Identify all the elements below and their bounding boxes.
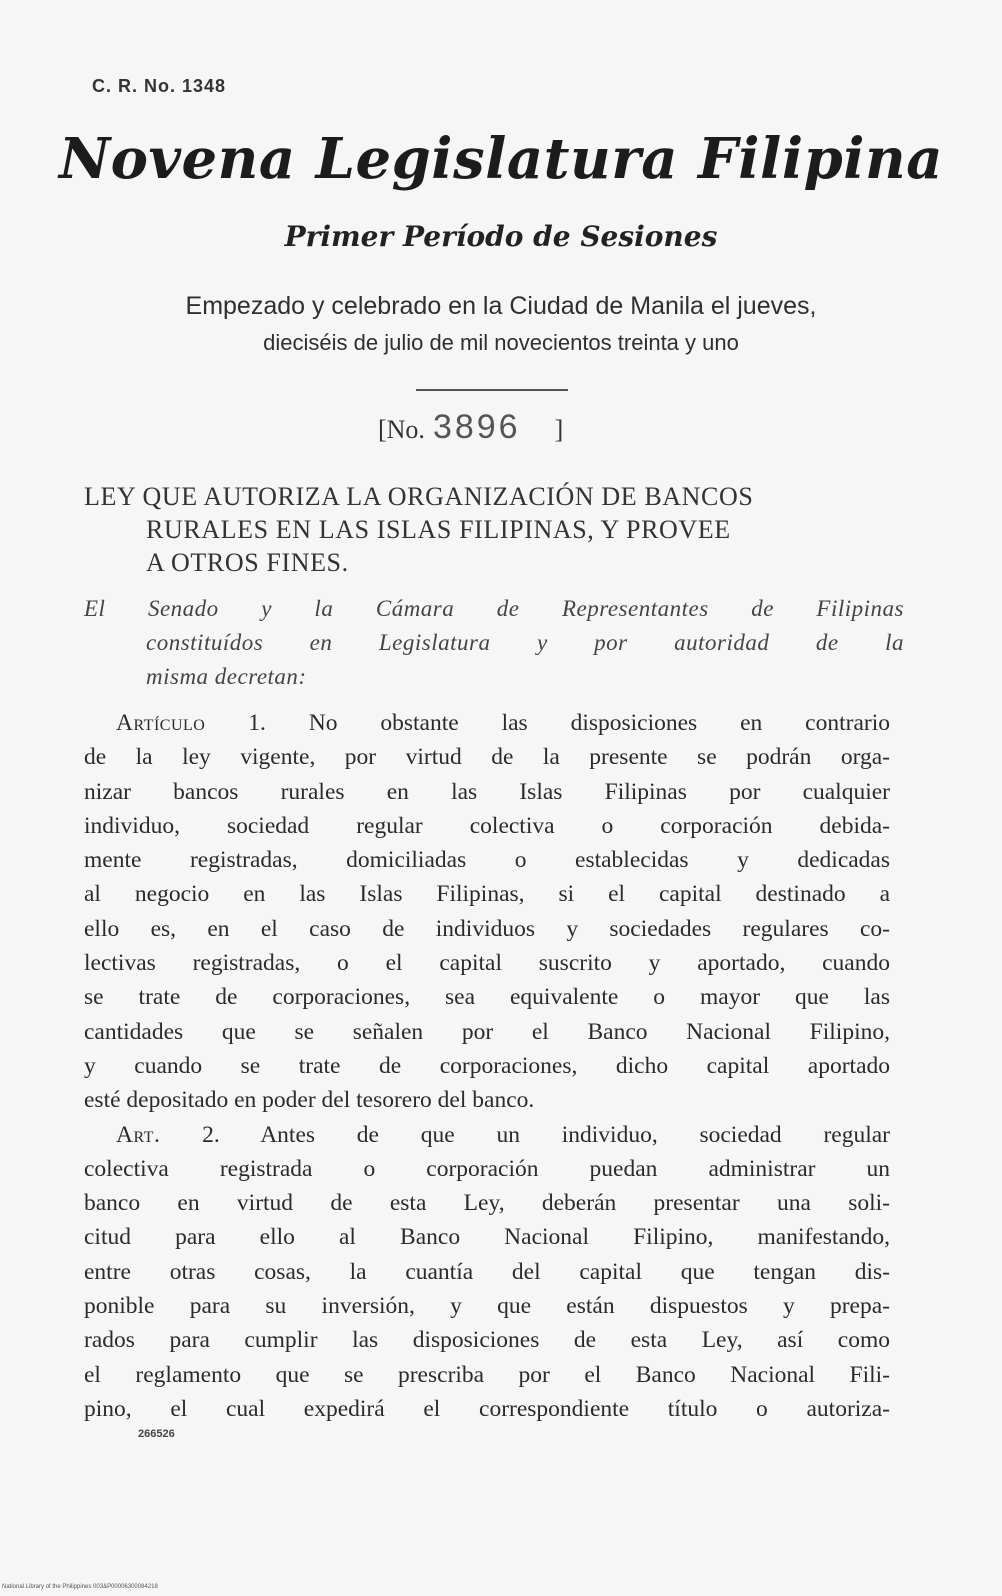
article-2-heading: Art. (116, 1121, 161, 1148)
article-1-line: lectivas registradas, o el capital suscrito y aportado, cuando (84, 950, 890, 977)
article-2-line: rados para cumplir las disposiciones de esta Ley, así como (84, 1327, 890, 1354)
law-title (84, 480, 904, 579)
article-2-line: pino, el cual expedirá el correspondiente título o autoriza- (84, 1395, 890, 1422)
article-2-line: entre otras cosas, la cuantía del capital que tengan dis- (84, 1258, 890, 1285)
law-title-line: A OTROS FINES. (146, 548, 349, 577)
article-1-line: esté depositado en poder del tesorero del banco. (84, 1087, 535, 1114)
cr-number: C. R. No. 1348 (92, 76, 227, 96)
act-number-close: ] (554, 415, 564, 444)
article-1-line: y cuando se trate de corporaciones, dicho capital aportado (84, 1052, 890, 1079)
act-number-value: 3896 (432, 408, 521, 446)
law-title-line: RURALES EN LAS ISLAS FILIPINAS, Y PROVEE (146, 515, 731, 544)
article-2-line: citud para ello al Banco Nacional Filipino, manifestando, (84, 1224, 890, 1251)
article-1-line (84, 706, 890, 740)
article-1-line: se trate de corporaciones, sea equivalente o mayor que las (84, 984, 890, 1011)
article-1-line: ello es, en el caso de individuos y sociedades regulares co- (84, 915, 890, 942)
session-description-line-2: dieciséis de julio de mil novecientos treinta y uno (263, 330, 739, 355)
enacting-clause-line: constituídos en Legislatura y por autoridad de la (146, 630, 904, 655)
enacting-clause-line: El Senado y la Cámara de Representantes de Filipinas (84, 596, 904, 621)
law-title-line: LEY QUE AUTORIZA LA ORGANIZACIÓN DE BANCOS (84, 482, 754, 511)
article-2-line: el reglamento que se prescriba por el Banco Nacional Fili- (84, 1361, 890, 1388)
enacting-clause (84, 592, 904, 694)
session-title: Primer Período de Sesiones (284, 220, 718, 253)
article-2-line: ponible para su inversión, y que están dispuestos y prepa- (84, 1293, 890, 1320)
act-number (378, 408, 563, 447)
article-1-line: mente registradas, domiciliadas o establecidas y dedicadas (84, 847, 890, 874)
article-1-heading: Artículo (116, 710, 206, 736)
article-2-line: banco en virtud de esta Ley, deberán presentar una soli- (84, 1190, 890, 1217)
article-2-line: colectiva registrada o corporación puedan administrar un (84, 1155, 890, 1182)
body-text (84, 706, 890, 1426)
article-1-line: al negocio en las Islas Filipinas, si el capital destinado a (84, 881, 890, 908)
article-1-line: cantidades que se señalen por el Banco Nacional Filipino, (84, 1018, 890, 1045)
enacting-clause-line: misma decretan: (146, 664, 307, 689)
article-1-line: de la ley vigente, por virtud de la presente se podrán orga- (84, 744, 890, 771)
article-1-line-1-text: 1. No obstante las disposiciones en contrario (205, 710, 890, 736)
article-2-line-1-text: 2. Antes de que un individuo, sociedad regular (160, 1121, 890, 1148)
article-1-line: nizar bancos rurales en las Islas Filipinas por cualquier (84, 778, 890, 805)
article-2-line (84, 1118, 890, 1152)
legislature-title: Novena Legislatura Filipina (58, 126, 944, 192)
source-footer: National Library of the Philippines 003&P00006300084218 (2, 1584, 158, 1590)
printer-code: 266526 (138, 1428, 175, 1440)
article-1-line: individuo, sociedad regular colectiva o corporación debida- (84, 812, 890, 839)
session-description-line-1: Empezado y celebrado en la Ciudad de Manila el jueves, (185, 292, 817, 320)
act-number-prefix: [No. (378, 415, 425, 444)
divider-rule (416, 389, 568, 391)
